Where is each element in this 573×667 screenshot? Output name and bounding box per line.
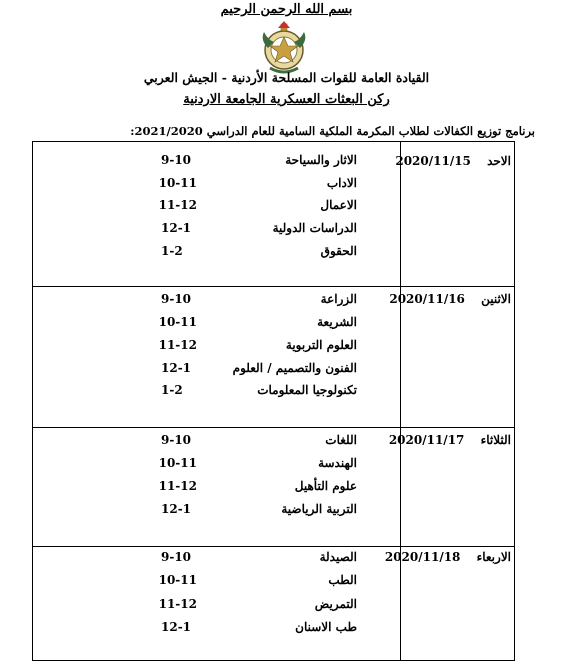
time-slot: 10-11 <box>158 573 197 587</box>
day-label: الثلاثاء 2020/11/17 <box>388 433 511 447</box>
subject-label: التمريض <box>314 597 357 611</box>
day-label: الاثنين 2020/11/16 <box>389 292 511 306</box>
subject-label: الصيدلة <box>319 550 357 564</box>
subject-label: الاثار والسياحة <box>285 153 357 167</box>
subject-label: الاعمال <box>320 198 357 212</box>
session-row <box>33 456 514 474</box>
time-slot: 9-10 <box>161 153 192 167</box>
subject-label: اللغات <box>325 433 357 447</box>
session-row <box>33 361 514 379</box>
subject-label: تكنولوجيا المعلومات <box>257 383 357 397</box>
session-row <box>33 550 514 568</box>
session-row <box>33 176 514 194</box>
session-row <box>33 479 514 497</box>
time-slot: 12-1 <box>161 620 192 634</box>
day-label: الاحد 2020/11/15 <box>395 154 511 168</box>
subject-label: الفنون والتصميم / العلوم <box>232 361 357 375</box>
subject-label: الطب <box>328 573 357 587</box>
session-row <box>33 573 514 591</box>
session-row <box>33 433 514 451</box>
session-row <box>33 221 514 239</box>
time-slot: 12-1 <box>161 221 192 235</box>
schedule-table <box>32 141 515 661</box>
subject-label: الاداب <box>326 176 357 190</box>
time-slot: 1-2 <box>161 244 183 258</box>
dept-line: ركن البعثات العسكرية الجامعة الاردنية <box>183 92 390 107</box>
time-slot: 12-1 <box>161 502 192 516</box>
subject-label: الحقوق <box>320 244 357 258</box>
subject-label: طب الاسنان <box>295 620 357 634</box>
subject-label: العلوم التربوية <box>285 338 357 352</box>
group-divider <box>33 286 514 287</box>
session-row <box>33 315 514 333</box>
group-divider <box>33 546 514 547</box>
session-row <box>33 620 514 638</box>
time-slot: 11-12 <box>158 479 197 493</box>
session-row <box>33 338 514 356</box>
session-row <box>33 292 514 310</box>
time-slot: 11-12 <box>158 597 197 611</box>
session-row <box>33 244 514 262</box>
subject-label: التربية الرياضية <box>281 502 357 516</box>
time-slot: 12-1 <box>161 361 192 375</box>
session-row <box>33 502 514 520</box>
subject-label: الهندسة <box>318 456 357 470</box>
basmala: بسم الله الرحمن الرحيم <box>220 2 353 17</box>
subject-label: علوم التأهيل <box>294 479 357 493</box>
time-slot: 10-11 <box>158 315 197 329</box>
session-row <box>33 597 514 615</box>
time-slot: 9-10 <box>161 292 192 306</box>
time-slot: 11-12 <box>158 338 197 352</box>
day-label: الاربعاء 2020/11/18 <box>384 550 511 564</box>
subject-label: الزراعة <box>320 292 357 306</box>
group-divider <box>33 427 514 428</box>
subject-label: الدراسات الدولية <box>272 221 357 235</box>
org-line: القيادة العامة للقوات المسلحة الأردنية - الجيش العربي <box>143 70 430 85</box>
session-row <box>33 153 514 171</box>
session-row <box>33 198 514 216</box>
time-slot: 9-10 <box>161 433 192 447</box>
subject-label: الشريعة <box>317 315 357 329</box>
jordan-armed-forces-emblem-icon <box>254 18 314 78</box>
time-slot: 10-11 <box>158 176 197 190</box>
time-slot: 10-11 <box>158 456 197 470</box>
time-slot: 1-2 <box>161 383 183 397</box>
time-slot: 11-12 <box>158 198 197 212</box>
session-row <box>33 383 514 401</box>
time-slot: 9-10 <box>161 550 192 564</box>
intro-text: برنامج توزيع الكفالات لطلاب المكرمة الملكية السامية للعام الدراسي 2021/2020: <box>130 124 535 138</box>
